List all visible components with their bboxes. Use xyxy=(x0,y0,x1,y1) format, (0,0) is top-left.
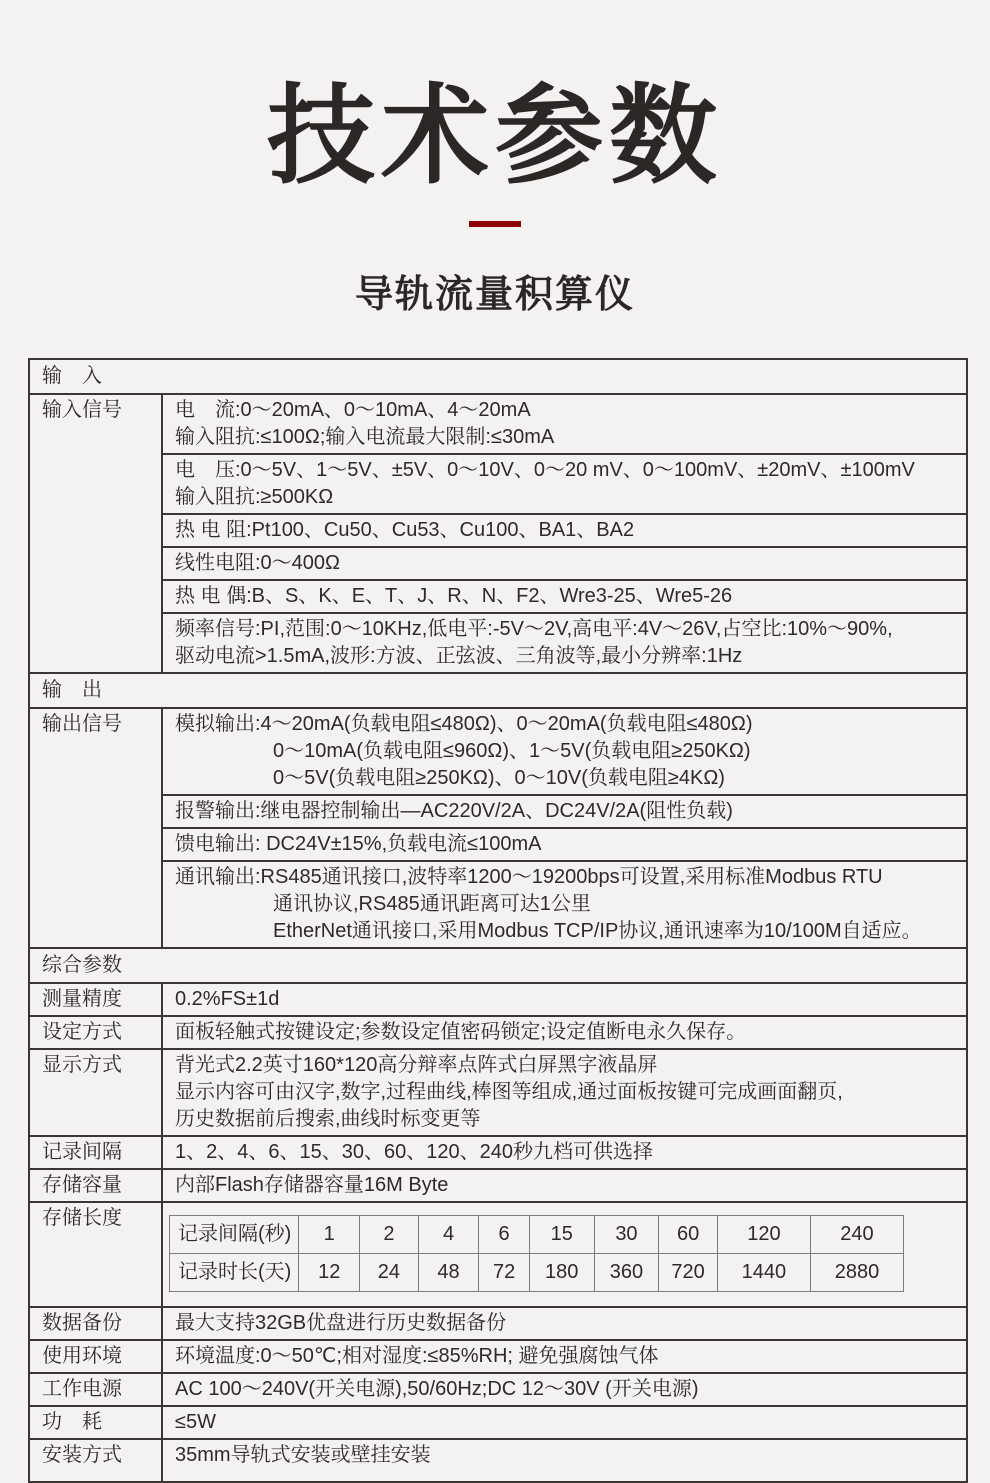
installation-content xyxy=(163,1440,966,1481)
power-consumption-value: ≤5W xyxy=(175,1411,216,1433)
spec-analog-line1: 模拟输出:4～20mA(负载电阻≤480Ω)、0～20mA(负载电阻≤480Ω) xyxy=(175,713,753,735)
storage-interval-cell: 1 xyxy=(299,1216,360,1254)
display-line3: 历史数据前后搜索,曲线时标变更等 xyxy=(175,1108,481,1130)
display-line2: 显示内容可由汉字,数字,过程曲线,棒图等组成,通过面板按键可完成画面翻页, xyxy=(175,1081,843,1103)
setting-content xyxy=(163,1017,966,1048)
data-backup-value: 最大支持32GB优盘进行历史数据备份 xyxy=(175,1312,507,1334)
storage-duration-cell: 2880 xyxy=(810,1254,903,1292)
spec-comm-line2: 通讯协议,RS485通讯距离可达1公里 xyxy=(273,893,591,915)
display-content xyxy=(163,1050,966,1135)
display-lines xyxy=(163,1050,966,1135)
storage-duration-cell: 24 xyxy=(360,1254,419,1292)
section-general-label: 综合参数 xyxy=(42,954,122,976)
power-consumption-content xyxy=(163,1407,966,1438)
spec-analog-line2: 0～10mA(负载电阻≤960Ω)、1～5V(负载电阻≥250KΩ) xyxy=(273,740,751,762)
storage-duration-cell: 1440 xyxy=(717,1254,810,1292)
spec-voltage xyxy=(163,455,966,515)
storage-length-table xyxy=(169,1215,904,1292)
input-signal-content xyxy=(163,395,966,672)
row-installation xyxy=(30,1440,966,1481)
storage-interval-cell: 240 xyxy=(810,1216,903,1254)
section-header-output xyxy=(30,674,966,709)
row-environment xyxy=(30,1341,966,1374)
output-signal-label: 输出信号 xyxy=(30,709,163,947)
record-interval-label: 记录间隔 xyxy=(30,1137,163,1168)
spec-feed-output: 馈电输出: DC24V±15%,负载电流≤100mA xyxy=(163,829,966,862)
row-storage-length xyxy=(30,1203,966,1308)
storage-interval-cell: 15 xyxy=(529,1216,594,1254)
row-display xyxy=(30,1050,966,1137)
input-signal-label: 输入信号 xyxy=(30,395,163,672)
row-data-backup xyxy=(30,1308,966,1341)
data-backup-content xyxy=(163,1308,966,1339)
row-power-supply xyxy=(30,1374,966,1407)
storage-interval-cell: 120 xyxy=(717,1216,810,1254)
installation-label: 安装方式 xyxy=(30,1440,163,1481)
spec-current-line1: 电 流:0～20mA、0～10mA、4～20mA xyxy=(175,399,531,421)
output-signal-content xyxy=(163,709,966,947)
spec-voltage-line1: 电 压:0～5V、1～5V、±5V、0～10V、0～20 mV、0～100mV、±20mV、±100mV xyxy=(175,459,915,481)
environment-content xyxy=(163,1341,966,1372)
power-supply-label: 工作电源 xyxy=(30,1374,163,1405)
storage-duration-cell: 48 xyxy=(418,1254,479,1292)
row-power-consumption xyxy=(30,1407,966,1440)
storage-interval-cell: 4 xyxy=(418,1216,479,1254)
spec-comm-line3: EtherNet通讯接口,采用Modbus TCP/IP协议,通讯速率为10/100M自适应。 xyxy=(273,920,922,942)
storage-interval-cell: 2 xyxy=(360,1216,419,1254)
storage-duration-cell: 180 xyxy=(529,1254,594,1292)
accuracy-value: 0.2%FS±1d xyxy=(175,988,280,1010)
installation-value: 35mm导轨式安装或壁挂安装 xyxy=(175,1444,431,1466)
spec-current xyxy=(163,395,966,455)
record-interval-content xyxy=(163,1137,966,1168)
storage-length-content xyxy=(163,1203,966,1306)
spec-table xyxy=(28,358,968,1483)
storage-capacity-label: 存储容量 xyxy=(30,1170,163,1201)
storage-duration-cell: 720 xyxy=(659,1254,718,1292)
spec-rtd: 热 电 阻:Pt100、Cu50、Cu53、Cu100、BA1、BA2 xyxy=(163,515,966,548)
data-backup-label: 数据备份 xyxy=(30,1308,163,1339)
record-interval-value: 1、2、4、6、15、30、60、120、240秒九档可供选择 xyxy=(175,1141,653,1163)
spec-analog-line3: 0～5V(负载电阻≥250KΩ)、0～10V(负载电阻≥4KΩ) xyxy=(273,767,725,789)
spec-comm-output xyxy=(163,862,966,947)
row-accuracy xyxy=(30,984,966,1017)
environment-label: 使用环境 xyxy=(30,1341,163,1372)
power-consumption-label: 功 耗 xyxy=(30,1407,163,1438)
spec-current-line2: 输入阻抗:≤100Ω;输入电流最大限制:≤30mA xyxy=(175,426,555,448)
section-header-input xyxy=(30,360,966,395)
spec-analog-output xyxy=(163,709,966,796)
row-storage-capacity xyxy=(30,1170,966,1203)
setting-value: 面板轻触式按键设定;参数设定值密码锁定;设定值断电永久保存。 xyxy=(175,1021,747,1043)
environment-value: 环境温度:0～50℃;相对湿度:≤85%RH; 避免强腐蚀气体 xyxy=(175,1345,659,1367)
storage-duration-cell: 72 xyxy=(479,1254,530,1292)
display-line1: 背光式2.2英寸160*120高分辩率点阵式白屏黑字液晶屏 xyxy=(175,1054,658,1076)
storage-duration-row-label: 记录时长(天) xyxy=(170,1254,299,1292)
accuracy-content xyxy=(163,984,966,1015)
accuracy-label: 测量精度 xyxy=(30,984,163,1015)
storage-interval-row xyxy=(170,1216,904,1254)
setting-label: 设定方式 xyxy=(30,1017,163,1048)
storage-duration-cell: 360 xyxy=(594,1254,659,1292)
power-supply-value: AC 100～240V(开关电源),50/60Hz;DC 12～30V (开关电源) xyxy=(175,1378,699,1400)
section-input-label: 输 入 xyxy=(42,365,102,387)
storage-duration-row xyxy=(170,1254,904,1292)
spec-comm-line1: 通讯输出:RS485通讯接口,波特率1200～19200bps可设置,采用标准Modbus RTU xyxy=(175,866,883,888)
spec-voltage-line2: 输入阻抗:≥500KΩ xyxy=(175,486,334,508)
row-setting xyxy=(30,1017,966,1050)
product-name: 导轨流量积算仪 xyxy=(354,273,635,316)
row-record-interval xyxy=(30,1137,966,1170)
spec-frequency-line1: 频率信号:PI,范围:0～10KHz,低电平:-5V～2V,高电平:4V～26V,占空比:10%～90%, xyxy=(175,618,893,640)
storage-interval-cell: 6 xyxy=(479,1216,530,1254)
spec-frequency xyxy=(163,614,966,672)
spec-alarm-output: 报警输出:继电器控制输出—AC220V/2A、DC24V/2A(阻性负载) xyxy=(163,796,966,829)
storage-interval-cell: 30 xyxy=(594,1216,659,1254)
storage-length-label: 存储长度 xyxy=(30,1203,163,1306)
storage-interval-row-label: 记录间隔(秒) xyxy=(170,1216,299,1254)
storage-capacity-value: 内部Flash存储器容量16M Byte xyxy=(175,1174,449,1196)
row-input-signal xyxy=(30,395,966,674)
storage-duration-cell: 12 xyxy=(299,1254,360,1292)
spec-frequency-line2: 驱动电流>1.5mA,波形:方波、正弦波、三角波等,最小分辨率:1Hz xyxy=(175,645,743,667)
storage-capacity-content xyxy=(163,1170,966,1201)
spec-linear-resistance: 线性电阻:0～400Ω xyxy=(163,548,966,581)
section-header-general xyxy=(30,949,966,984)
section-output-label: 输 出 xyxy=(42,679,102,701)
spec-thermocouple: 热 电 偶:B、S、K、E、T、J、R、N、F2、Wre3-25、Wre5-26 xyxy=(163,581,966,614)
page-title: 技术参数 xyxy=(266,75,723,196)
storage-interval-cell: 60 xyxy=(659,1216,718,1254)
row-output-signal xyxy=(30,709,966,949)
power-supply-content xyxy=(163,1374,966,1405)
display-label: 显示方式 xyxy=(30,1050,163,1135)
